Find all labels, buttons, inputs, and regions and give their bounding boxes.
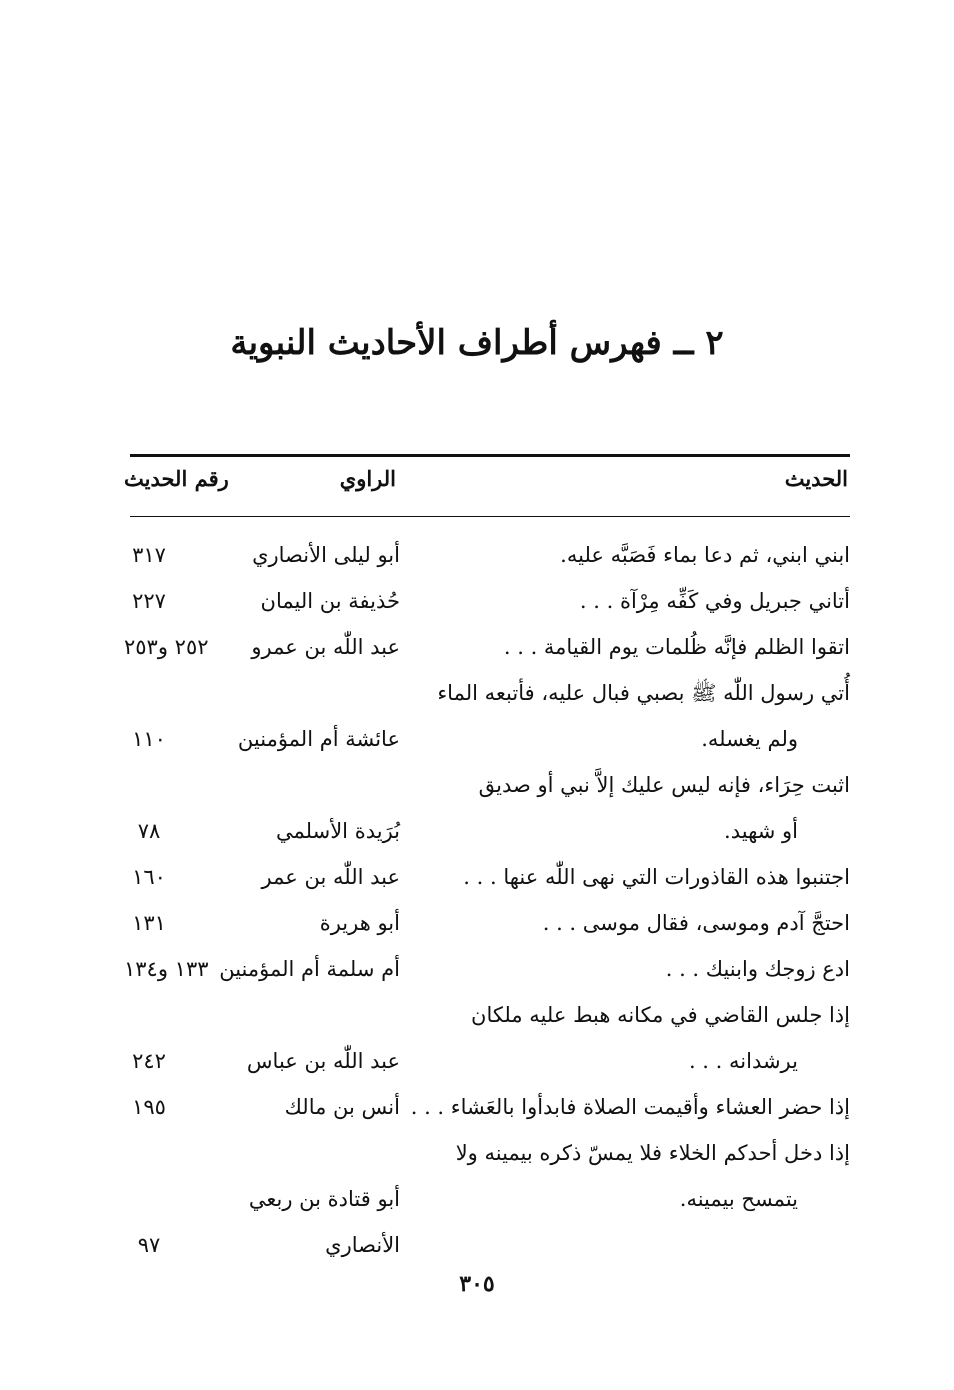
hadith-text: ادع زوجك وابنيك . . . bbox=[665, 957, 850, 981]
column-header-hadith: الحديث bbox=[784, 466, 848, 491]
hadith-number: ١٣١ bbox=[132, 911, 166, 935]
hadith-text: يرشدانه . . . bbox=[688, 1049, 798, 1073]
narrator-name: عبد اللّٰه بن عباس bbox=[246, 1049, 400, 1073]
hadith-number: ١٩٥ bbox=[132, 1095, 166, 1119]
hadith-text: أتاني جبريل وفي كَفِّه مِرْآة . . . bbox=[579, 589, 850, 613]
hadith-text: إذا حضر العشاء وأقيمت الصلاة فابدأوا بالعَشاء . . . bbox=[410, 1095, 850, 1119]
table-row bbox=[0, 670, 954, 716]
hadith-number: ٧٨ bbox=[137, 819, 161, 843]
hadith-text: أُتي رسول اللّٰه ﷺ بصبي فبال عليه، فأتبعه الماء bbox=[437, 681, 850, 705]
narrator-name: عائشة أم المؤمنين bbox=[237, 727, 400, 751]
hadith-index-table bbox=[0, 532, 954, 1268]
hadith-number: ٩٧ bbox=[137, 1233, 161, 1257]
narrator-name: بُرَيدة الأسلمي bbox=[276, 819, 400, 843]
hadith-text: يتمسح بيمينه. bbox=[679, 1187, 798, 1211]
hadith-text: أو شهيد. bbox=[724, 819, 798, 843]
narrator-name: أنس بن مالك bbox=[284, 1095, 400, 1119]
narrator-name: الأنصاري bbox=[325, 1233, 400, 1257]
table-row bbox=[0, 854, 954, 900]
hadith-number: ٢٤٢ bbox=[132, 1049, 166, 1073]
column-header-number: رقم الحديث bbox=[124, 466, 229, 491]
hadith-text: إذا دخل أحدكم الخلاء فلا يمسّ ذكره بيمينه ولا bbox=[455, 1141, 850, 1165]
narrator-name: أم سلمة أم المؤمنين bbox=[219, 957, 400, 981]
narrator-name: أبو قتادة بن ربعي bbox=[248, 1187, 400, 1211]
narrator-name: عبد اللّٰه بن عمر bbox=[261, 865, 400, 889]
hadith-number: ٣١٧ bbox=[132, 543, 166, 567]
table-row bbox=[0, 762, 954, 808]
table-row bbox=[0, 1222, 954, 1268]
header-top-rule bbox=[130, 454, 850, 457]
page-number: ٣٠٥ bbox=[459, 1271, 495, 1297]
narrator-name: أبو ليلى الأنصاري bbox=[252, 543, 400, 567]
hadith-text: اثبت حِرَاء، فإنه ليس عليك إلاَّ نبي أو صديق bbox=[478, 773, 850, 797]
hadith-number: ١٣٣ و١٣٤ bbox=[124, 957, 209, 981]
hadith-text: ولم يغسله. bbox=[701, 727, 798, 751]
hadith-text: احتجَّ آدم وموسى، فقال موسى . . . bbox=[542, 911, 850, 935]
hadith-number: ١٦٠ bbox=[132, 865, 166, 889]
hadith-text: ابني ابني، ثم دعا بماء فَصَبَّه عليه. bbox=[560, 543, 850, 567]
hadith-number: ٢٢٧ bbox=[132, 589, 166, 613]
narrator-name: حُذيفة بن اليمان bbox=[260, 589, 400, 613]
table-row bbox=[0, 1038, 954, 1084]
table-row bbox=[0, 992, 954, 1038]
hadith-text: اتقوا الظلم فإنَّه ظُلمات يوم القيامة . . . bbox=[503, 635, 850, 659]
header-bottom-rule bbox=[130, 516, 850, 517]
narrator-name: أبو هريرة bbox=[319, 911, 400, 935]
table-row bbox=[0, 1130, 954, 1176]
narrator-name: عبد اللّٰه بن عمرو bbox=[251, 635, 400, 659]
column-header-narrator: الراوي bbox=[339, 466, 396, 491]
table-row bbox=[0, 716, 954, 762]
hadith-number: ٢٥٢ و٢٥٣ bbox=[124, 635, 209, 659]
hadith-text: إذا جلس القاضي في مكانه هبط عليه ملكان bbox=[471, 1003, 850, 1027]
table-row bbox=[0, 1084, 954, 1130]
table-row bbox=[0, 532, 954, 578]
hadith-text: اجتنبوا هذه القاذورات التي نهى اللّٰه عنها . . . bbox=[463, 865, 850, 889]
table-row bbox=[0, 946, 954, 992]
table-row bbox=[0, 624, 954, 670]
table-row bbox=[0, 900, 954, 946]
page-title: ٢ ــ فهرس أطراف الأحاديث النبوية bbox=[230, 323, 724, 363]
table-row bbox=[0, 808, 954, 854]
table-row bbox=[0, 1176, 954, 1222]
table-row bbox=[0, 578, 954, 624]
hadith-number: ١١٠ bbox=[132, 727, 166, 751]
